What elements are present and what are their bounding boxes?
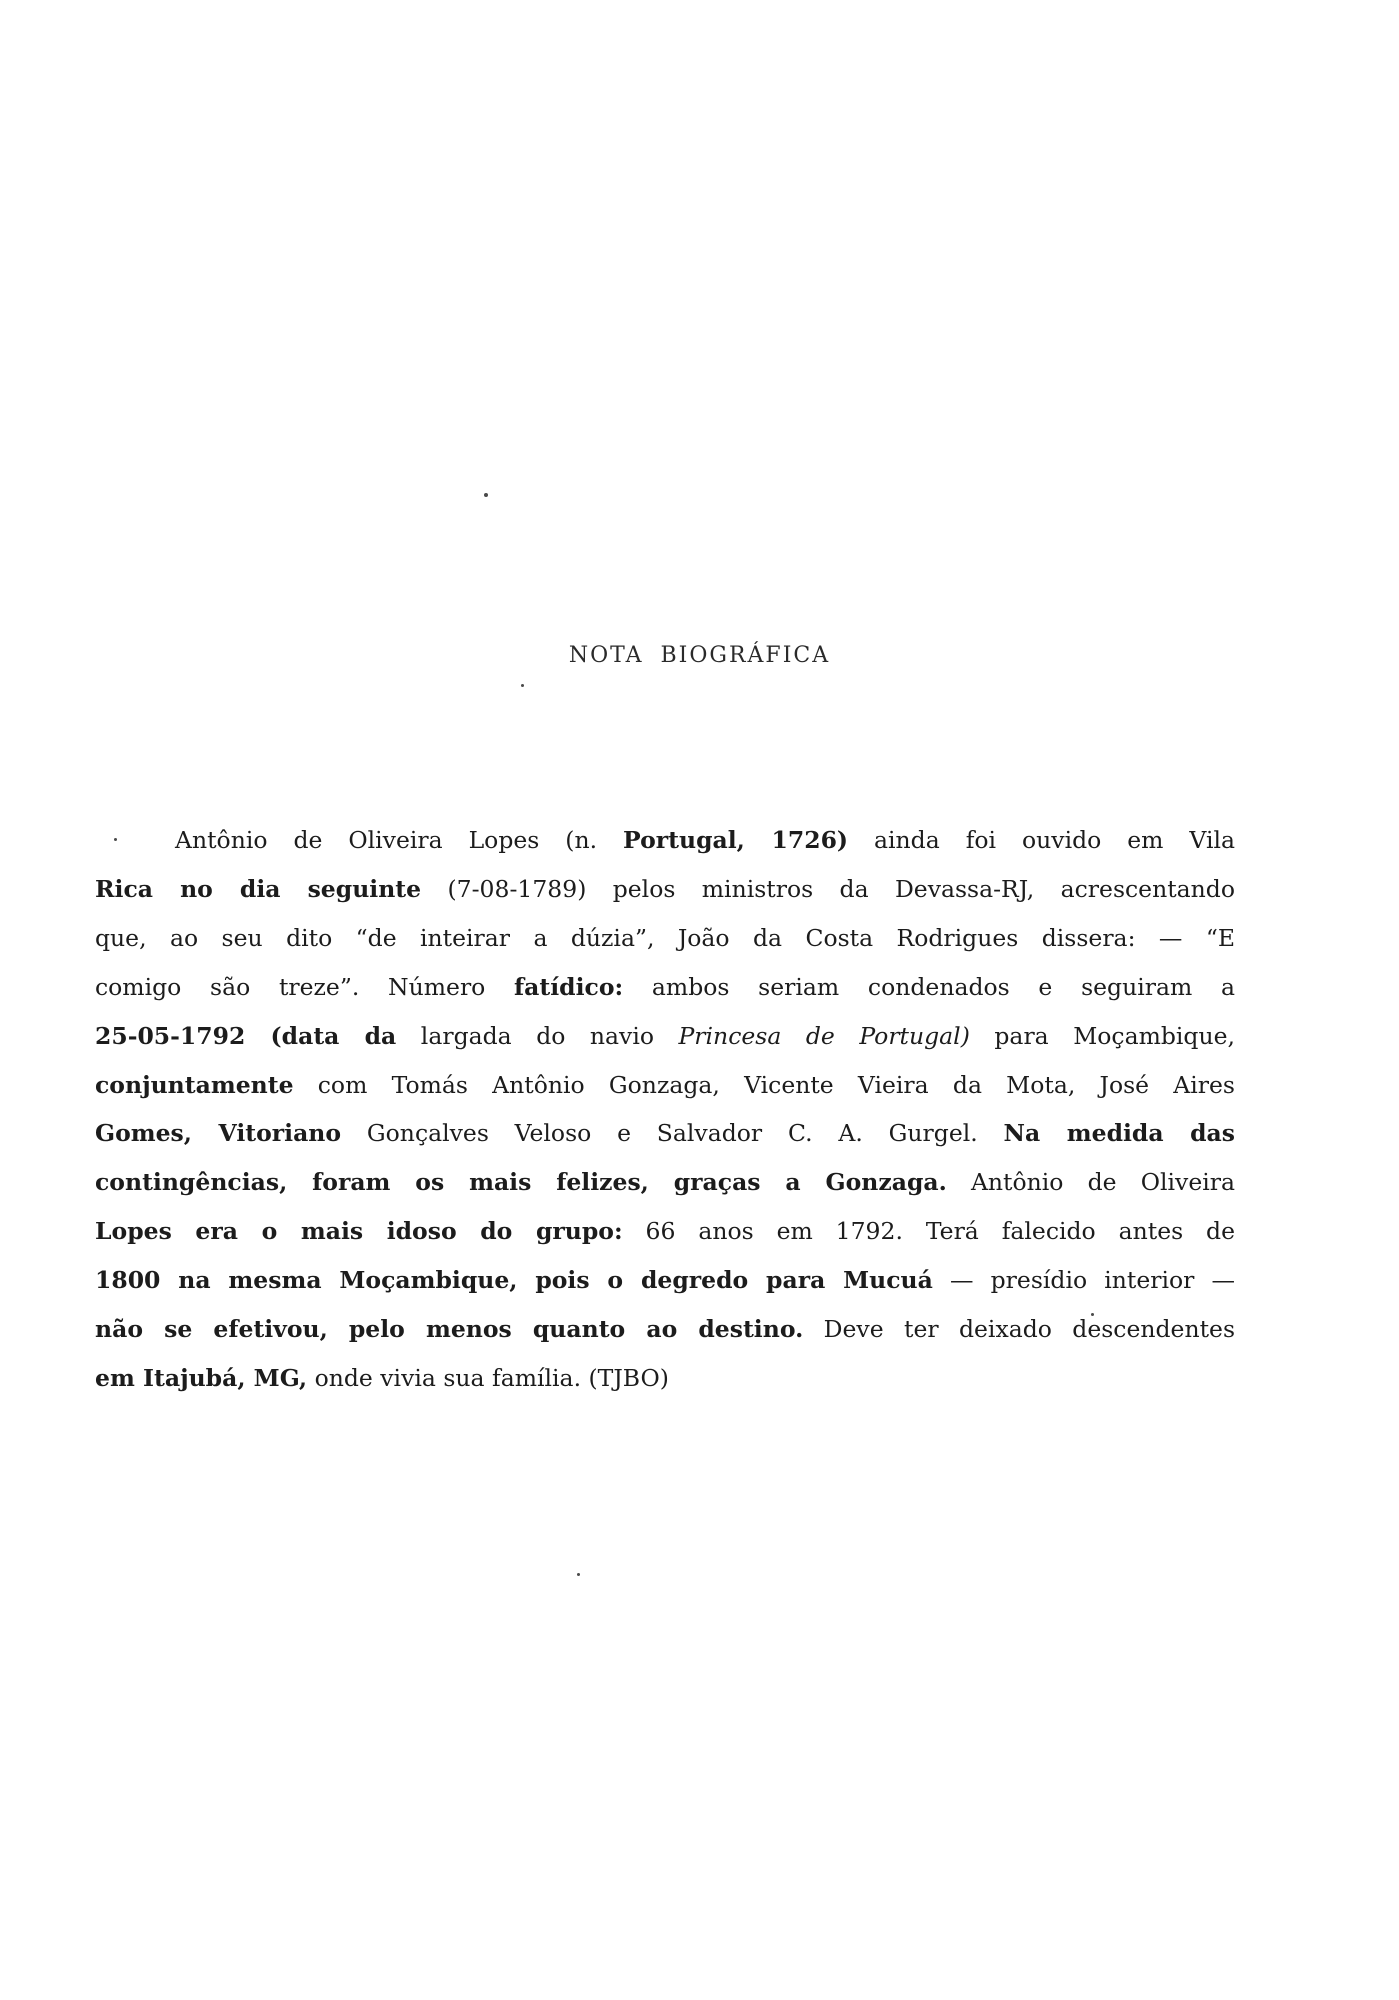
text-run: em Itajubá, MG, <box>95 1363 308 1392</box>
paragraph-line <box>95 914 1235 963</box>
text-run: 25-05-1792 (data da <box>95 1021 397 1050</box>
paragraph-line <box>95 963 1235 1012</box>
paragraph-line <box>95 1207 1235 1256</box>
text-run: onde vivia sua família. (TJBO) <box>307 1363 669 1392</box>
text-run: que, ao seu dito “de inteirar a dúzia”, João da Costa Rodrigues dissera: — “E <box>95 923 1235 952</box>
text-run: Deve ter deixado descendentes <box>803 1315 1236 1344</box>
text-run: com Tomás Antônio Gonzaga, Vicente Vieira da Mota, José Aires <box>293 1070 1235 1099</box>
text-run: Antônio de Oliveira Lopes (n. <box>175 826 624 854</box>
paragraph-line <box>95 865 1235 914</box>
paragraph-line <box>95 1012 1235 1061</box>
text-run: largada do navio <box>396 1021 679 1050</box>
paragraph-line <box>95 816 1235 865</box>
text-run: Portugal, 1726) <box>623 826 849 854</box>
text-run: 1800 na mesma Moçambique, pois o degredo para Mucuá <box>95 1266 933 1295</box>
text-run: fatídico: <box>514 972 624 1001</box>
paragraph-line <box>95 1354 815 1403</box>
text-run: comigo são treze”. Número <box>95 972 515 1001</box>
paragraph-line <box>95 1305 1235 1354</box>
text-run: Lopes era o mais idoso do grupo: <box>95 1217 623 1246</box>
paragraph-line <box>95 1061 1235 1110</box>
ship-name: Princesa de Portugal) <box>678 1021 970 1050</box>
ink-speck <box>577 1573 580 1576</box>
page-title: NOTA BIOGRÁFICA <box>568 642 831 668</box>
text-run: Antônio de Oliveira <box>946 1168 1235 1197</box>
text-run: para Moçambique, <box>969 1021 1235 1050</box>
biographical-note-paragraph <box>95 816 1235 1403</box>
text-run: 66 anos em 1792. Terá falecido antes de <box>622 1217 1235 1246</box>
text-run: Gonçalves Veloso e Salvador C. A. Gurgel. <box>341 1119 1004 1148</box>
text-run: não se efetivou, pelo menos quanto ao destino. <box>95 1315 804 1344</box>
ink-speck <box>521 684 524 687</box>
paragraph-line <box>95 1158 1235 1207</box>
text-run: (7-08-1789) pelos ministros da Devassa-RJ, acrescentando <box>421 874 1235 903</box>
paragraph-line <box>95 1256 1235 1305</box>
text-run: Gomes, Vitoriano <box>95 1119 342 1148</box>
text-run: ainda foi ouvido em Vila <box>848 826 1236 854</box>
text-run: ambos seriam condenados e seguiram a <box>623 972 1235 1001</box>
text-run: Rica no dia seguinte <box>95 874 422 903</box>
text-run: — presídio interior — <box>932 1266 1235 1295</box>
text-run: conjuntamente <box>95 1070 294 1099</box>
paragraph-line <box>95 1109 1235 1158</box>
ink-speck <box>484 493 488 497</box>
text-run: contingências, foram os mais felizes, graças a Gonzaga. <box>95 1168 947 1197</box>
text-run: Na medida das <box>1003 1119 1236 1148</box>
